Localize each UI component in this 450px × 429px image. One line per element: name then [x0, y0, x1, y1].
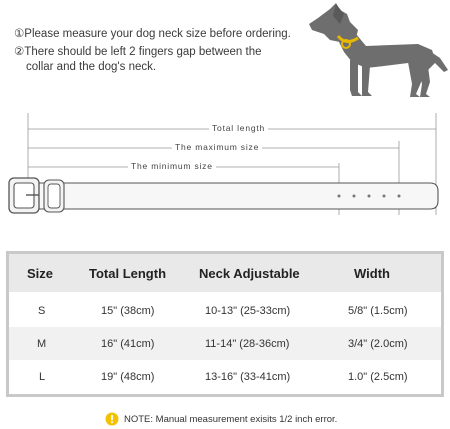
size-table [6, 251, 444, 397]
instruction-2a: ②There should be left 2 fingers gap between the [14, 46, 262, 58]
cell-neck-adjustable: 11-14" (28-36cm) [205, 338, 290, 350]
table-row [9, 294, 441, 327]
warning-icon [105, 412, 119, 426]
cell-size: L [39, 371, 46, 383]
table-row [9, 360, 441, 393]
header-neck-adjustable: Neck Adjustable [199, 266, 300, 281]
instruction-1: ①Please measure your dog neck size before ordering. [14, 28, 291, 40]
cell-width: 3/4" (2.0cm) [348, 338, 408, 350]
table-header [9, 254, 441, 292]
collar-illustration-icon [9, 178, 438, 213]
note-text: NOTE: Manual measurement exisits 1/2 inch error. [124, 414, 338, 425]
header-total-length: Total Length [89, 266, 167, 281]
maximum-size-label: The maximum size [172, 142, 262, 152]
header-size: Size [27, 266, 54, 281]
instruction-2b: collar and the dog's neck. [26, 61, 157, 73]
cell-neck-adjustable: 13-16" (33-41cm) [205, 371, 291, 383]
total-length-label: Total length [209, 123, 268, 133]
cell-width: 1.0" (2.5cm) [348, 371, 408, 383]
table-row [9, 327, 441, 360]
dog-silhouette-icon [300, 0, 450, 100]
cell-width: 5/8" (1.5cm) [348, 305, 408, 317]
cell-total-length: 19" (48cm) [101, 371, 155, 383]
cell-total-length: 15" (38cm) [101, 305, 155, 317]
cell-neck-adjustable: 10-13" (25-33cm) [205, 305, 291, 317]
minimum-size-label: The minimum size [128, 161, 216, 171]
header-width: Width [354, 266, 390, 281]
cell-size: S [38, 305, 46, 317]
cell-size: M [37, 338, 47, 350]
cell-total-length: 16" (41cm) [101, 338, 155, 350]
